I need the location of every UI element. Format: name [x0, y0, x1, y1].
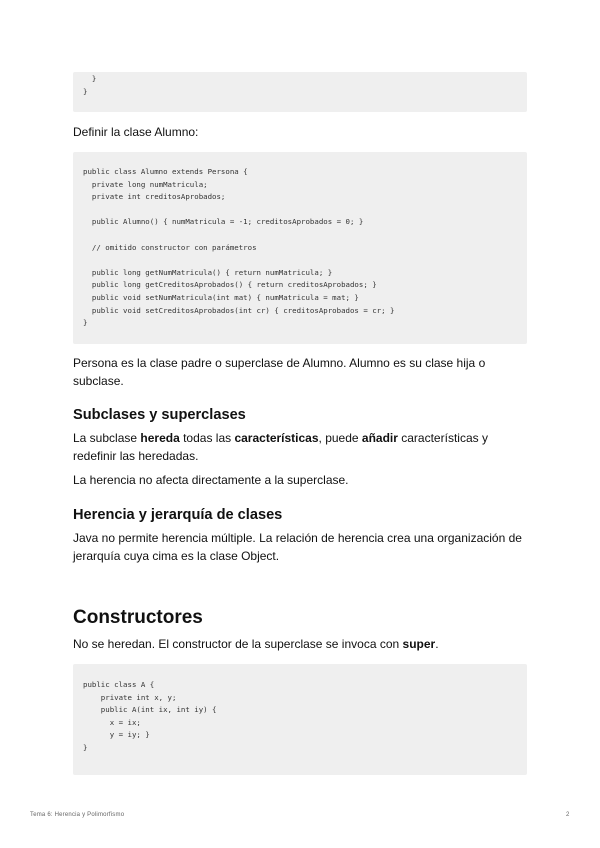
bold-hereda: hereda — [140, 431, 180, 445]
text-run: No se heredan. El constructor de la superclase se invoca con — [73, 637, 403, 651]
code-block-a — [73, 664, 527, 775]
code-block-top — [73, 72, 527, 112]
bold-caracteristicas: características — [234, 431, 319, 445]
text-run: características y redefinir las heredadas. — [73, 431, 488, 463]
text-run: La subclase — [73, 431, 141, 445]
footer-title: Tema 6: Herencia y Polimorfismo — [30, 812, 125, 818]
paragraph-hereda — [73, 429, 528, 465]
paragraph-persona: Persona es la clase padre o superclase de Alumno. Alumno es su clase hija o subclase. — [73, 356, 486, 388]
paragraph-herencia-no-afecta: La herencia no afecta directamente a la superclase. — [73, 473, 349, 487]
text-run: todas las — [179, 431, 235, 445]
bold-super: super — [402, 637, 436, 651]
code-alumno-text: public class Alumno extends Persona { private long numMatricula; private int creditosAprobados; public Alumno() { numMatricula = -1; creditosAprobados = 0; } // omitido constructor con parámetros public long getNumMatricula() { return numMatricula; } public long getCreditosAprobados() { return creditosAprobados; } public void setNumMatricula(int mat) { numMatricula = mat; } public void setCreditosAprobados(int cr) { creditosAprobados = cr; } } — [83, 167, 395, 328]
text-run: , puede — [318, 431, 362, 445]
heading-subclases: Subclases y superclases — [73, 407, 246, 423]
code-top-text: } } — [83, 74, 97, 96]
paragraph-java: Java no permite herencia múltiple. La relación de herencia crea una organización de jerarquía cuya cima es la clase Object. — [73, 531, 522, 563]
heading-jerarquia: Herencia y jerarquía de clases — [73, 507, 283, 523]
code-block-alumno — [73, 152, 527, 344]
heading-constructores: Constructores — [73, 607, 203, 628]
footer-page-number: 2 — [566, 812, 570, 818]
bold-anadir: añadir — [361, 431, 398, 445]
paragraph-constructores — [73, 635, 528, 653]
intro-alumno: Definir la clase Alumno: — [73, 125, 199, 139]
text-run: . — [435, 637, 439, 651]
code-a-text: public class A { private int x, y; public A(int ix, int iy) { x = ix; y = iy; } } — [83, 680, 217, 752]
